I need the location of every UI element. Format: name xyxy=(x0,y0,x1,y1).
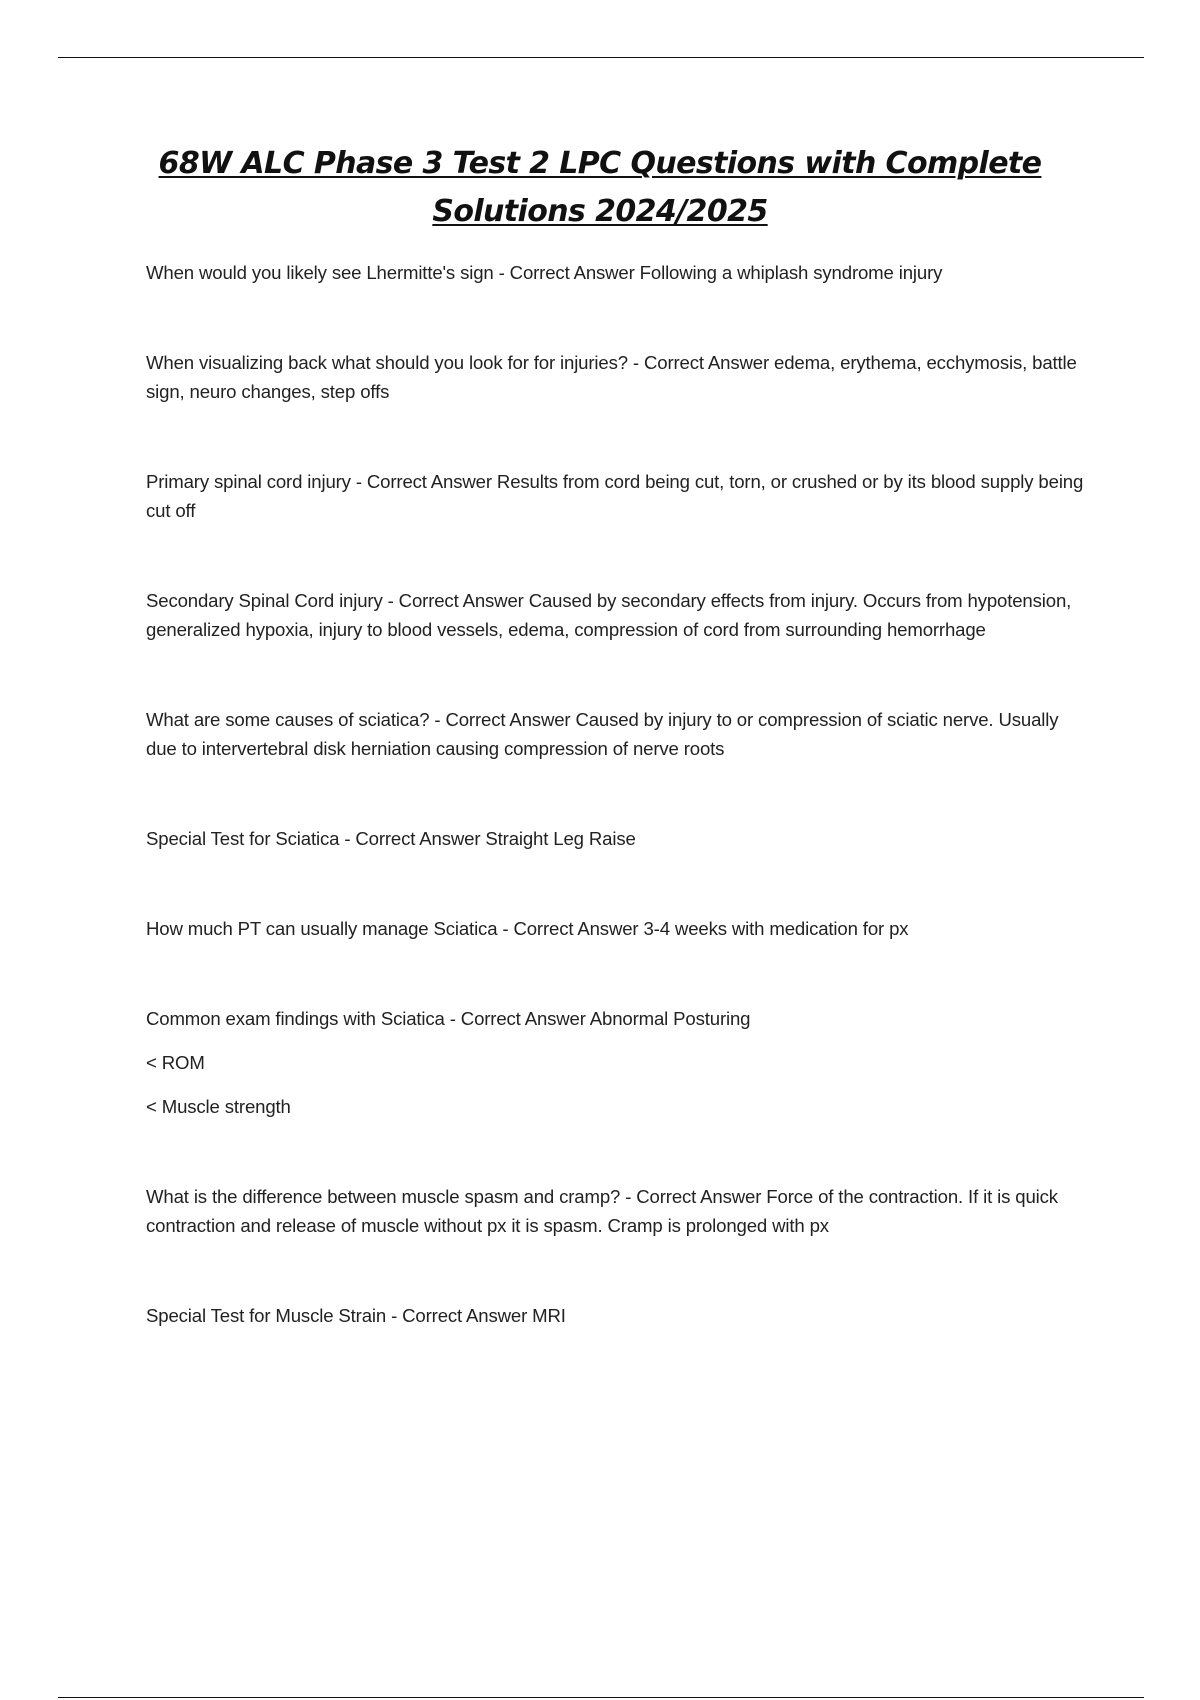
qa-text: When would you likely see Lhermitte's sign - Correct Answer Following a whiplash syndrome injury xyxy=(146,262,943,283)
qa-answer-line: < ROM xyxy=(146,1052,205,1073)
qa-text: Special Test for Muscle Strain - Correct Answer MRI xyxy=(146,1305,566,1326)
qa-item xyxy=(146,1182,1086,1240)
qa-text: Special Test for Sciatica - Correct Answer Straight Leg Raise xyxy=(146,828,636,849)
qa-item xyxy=(146,824,1086,853)
qa-item xyxy=(146,1301,1086,1330)
qa-text: What are some causes of sciatica? - Correct Answer Caused by injury to or compression of sciatic nerve. Usually due to intervertebral disk herniation causing compression of nerve roots xyxy=(146,709,1059,759)
qa-answer-line: < Muscle strength xyxy=(146,1096,291,1117)
qa-text: Common exam findings with Sciatica - Correct Answer Abnormal Posturing xyxy=(146,1008,751,1029)
qa-item xyxy=(146,467,1086,525)
qa-item xyxy=(146,348,1086,406)
title-line-1: 68W ALC Phase 3 Test 2 LPC Questions with Complete xyxy=(158,146,1042,181)
qa-text: How much PT can usually manage Sciatica - Correct Answer 3-4 weeks with medication for px xyxy=(146,918,909,939)
qa-item xyxy=(146,705,1086,763)
qa-text: Secondary Spinal Cord injury - Correct Answer Caused by secondary effects from injury. Occurs from hypotension, generalized hypoxia, injury to blood vessels, edema, compression of cord from surrounding hemorrhage xyxy=(146,590,1072,640)
qa-item xyxy=(146,586,1086,644)
qa-item xyxy=(146,258,1086,287)
qa-text: What is the difference between muscle spasm and cramp? - Correct Answer Force of the contraction. If it is quick contraction and release of muscle without px it is spasm. Cramp is prolonged with px xyxy=(146,1186,1058,1236)
footer-rule xyxy=(58,1697,1144,1698)
qa-item xyxy=(146,914,1086,943)
qa-item xyxy=(146,1004,1086,1121)
header-rule xyxy=(58,57,1144,58)
qa-text: Primary spinal cord injury - Correct Answer Results from cord being cut, torn, or crushed or by its blood supply being cut off xyxy=(146,471,1084,521)
document-title xyxy=(100,140,1100,236)
title-line-2: Solutions 2024/2025 xyxy=(432,194,768,229)
qa-list xyxy=(146,258,1086,1391)
qa-text: When visualizing back what should you look for for injuries? - Correct Answer edema, erythema, ecchymosis, battle sign, neuro changes, step offs xyxy=(146,352,1077,402)
